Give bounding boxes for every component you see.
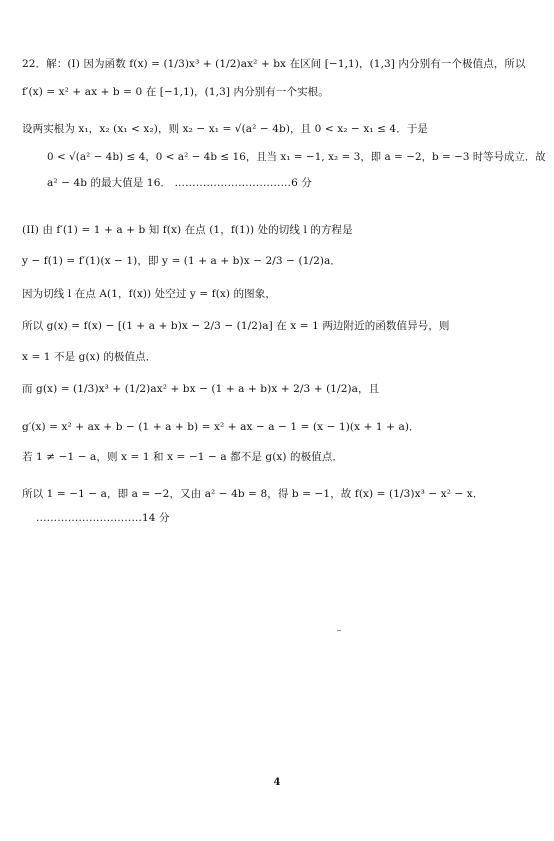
part1-line-2: f′(x) = x² + ax + b = 0 在 [−1,1)，(1,3] 内分别有一个实根。 xyxy=(22,86,329,98)
part2-line-7: g′(x) = x² + ax + b − (1 + a + b) = x² + ax − a − 1 = (x − 1)(x + 1 + a)． xyxy=(22,421,420,433)
part1-line-3: 设两实根为 x₁，x₂ (x₁ < x₂)，则 x₂ − x₁ = √(a² − 4b)，且 0 < x₂ − x₁ ≤ 4．于是 xyxy=(22,123,429,135)
part1-line-4: 0 < √(a² − 4b) ≤ 4，0 < a² − 4b ≤ 16，且当 x₁ = −1, x₂ = 3，即 a = −2，b = −3 时等号成立．故 xyxy=(47,151,546,163)
page-number: 4 xyxy=(273,777,281,788)
scan-speck xyxy=(337,630,341,631)
part1-line-1: 22．解：(I) 因为函数 f(x) = (1/3)x³ + (1/2)ax² + bx 在区间 [−1,1)，(1,3] 内分别有一个极值点，所以 xyxy=(22,58,526,70)
part2-line-3: 因为切线 l 在点 A(1，f(x)) 处空过 y = f(x) 的图象， xyxy=(22,288,276,300)
part2-line-6: 而 g(x) = (1/3)x³ + (1/2)ax² + bx − (1 + a + b)x + 2/3 + (1/2)a，且 xyxy=(22,383,380,395)
part2-line-8: 若 1 ≠ −1 − a，则 x = 1 和 x = −1 − a 都不是 g(x) 的极值点． xyxy=(22,451,344,463)
part2-line-10: …………………………14 分 xyxy=(36,512,170,524)
part2-line-2: y − f(1) = f′(1)(x − 1)，即 y = (1 + a + b)x − 2/3 − (1/2)a． xyxy=(22,255,342,267)
part1-line-5: a² − 4b 的最大值是 16． ……………………………6 分 xyxy=(47,177,312,189)
part2-line-5: x = 1 不是 g(x) 的极值点． xyxy=(22,351,157,363)
part2-line-4: 所以 g(x) = f(x) − [(1 + a + b)x − 2/3 − (1/2)a] 在 x = 1 两边附近的函数值异号，则 xyxy=(22,320,450,332)
part2-line-1: (II) 由 f′(1) = 1 + a + b 知 f(x) 在点 (1，f(1)) 处的切线 l 的方程是 xyxy=(22,224,353,236)
part2-line-9: 所以 1 = −1 − a，即 a = −2，又由 a² − 4b = 8，得 b = −1，故 f(x) = (1/3)x³ − x² − x． xyxy=(22,488,484,500)
